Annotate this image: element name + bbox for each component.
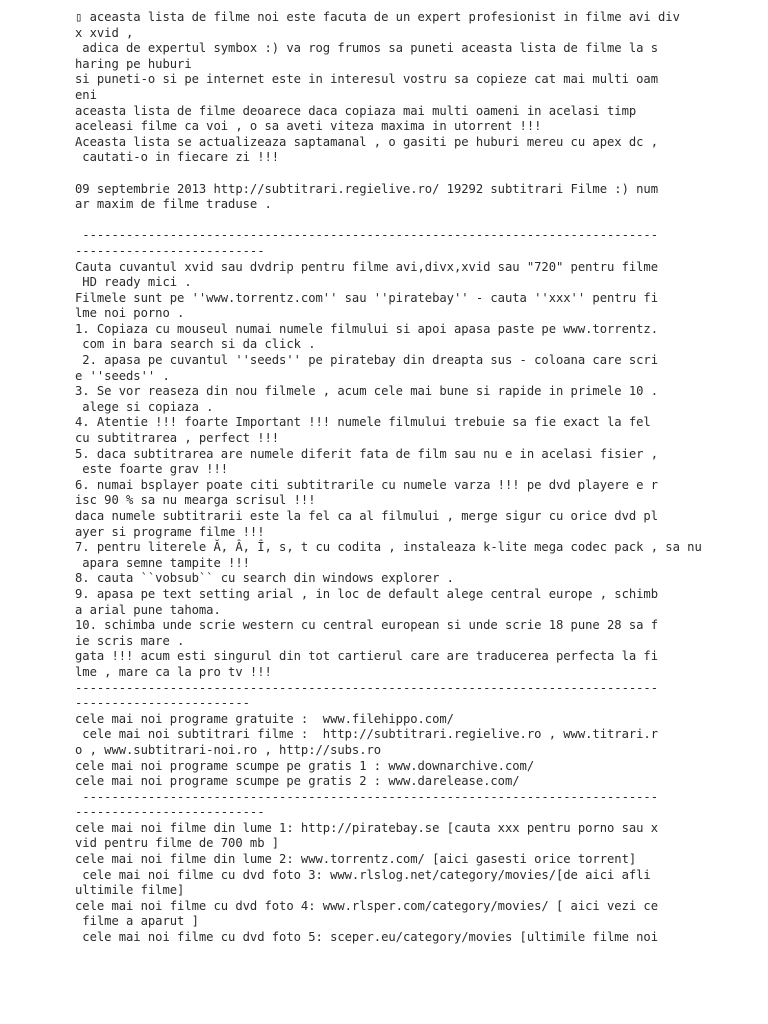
- text-line: 4. Atentie !!! foarte Important !!! numele filmului trebuie sa fie exact la fel: [75, 415, 651, 430]
- text-line: cautati-o in fiecare zi !!!: [75, 150, 280, 165]
- text-line: cele mai noi programe scumpe pe gratis 1 : www.downarchive.com/: [75, 758, 535, 773]
- text-line: ie scris mare .: [75, 633, 185, 648]
- text-line: --------------------------------------------------------------------------------: [75, 680, 659, 695]
- text-line: 09 septembrie 2013 http://subtitrari.regielive.ro/ 19292 subtitrari Filme :) num: [75, 181, 659, 196]
- text-line: o , www.subtitrari-noi.ro , http://subs.ro: [75, 742, 382, 757]
- text-line: e ''seeds'' .: [75, 368, 170, 383]
- text-line: cele mai noi subtitrari filme : http://subtitrari.regielive.ro , www.titrari.r: [75, 727, 659, 742]
- text-line: este foarte grav !!!: [75, 462, 229, 477]
- text-line: 10. schimba unde scrie western cu central european si unde scrie 18 pune 28 sa f: [75, 618, 659, 633]
- text-line: ultimile filme]: [75, 883, 185, 898]
- text-line: gata !!! acum esti singurul din tot cartierul care are traducerea perfecta la fi: [75, 649, 659, 664]
- text-line: cu subtitrarea , perfect !!!: [75, 431, 280, 446]
- text-line: 6. numai bsplayer poate citi subtitrarile cu numele varza !!! pe dvd playere e r: [75, 477, 659, 492]
- text-line: si puneti-o si pe internet este in interesul vostru sa copieze cat mai multi oam: [75, 72, 659, 87]
- text-line: filme a aparut ]: [75, 914, 199, 929]
- text-line: cele mai noi filme din lume 2: www.torrentz.com/ [aici gasesti orice torrent]: [75, 852, 637, 867]
- text-line: isc 90 % sa nu mearga scrisul !!!: [75, 493, 316, 508]
- text-line: 2. apasa pe cuvantul ''seeds'' pe piratebay din dreapta sus - coloana care scri: [75, 353, 659, 368]
- text-line: 1. Copiaza cu mouseul numai numele filmului si apoi apasa paste pe www.torrentz.: [75, 321, 659, 336]
- text-line: cele mai noi filme cu dvd foto 5: sceper.eu/category/movies [ultimile filme noi: [75, 930, 659, 945]
- text-line: cele mai noi filme din lume 1: http://piratebay.se [cauta xxx pentru porno sau x: [75, 820, 659, 835]
- text-line: ------------------------: [75, 696, 250, 711]
- text-line: a arial pune tahoma.: [75, 602, 221, 617]
- text-line: [75, 166, 768, 182]
- text-line: ayer si programe filme !!!: [75, 524, 265, 539]
- text-line: cele mai noi programe gratuite : www.filehippo.com/: [75, 711, 454, 726]
- text-line: haring pe huburi: [75, 56, 192, 71]
- text-line: cele mai noi filme cu dvd foto 3: www.rlslog.net/category/movies/[de aici afli: [75, 867, 651, 882]
- text-line: 3. Se vor reaseza din nou filmele , acum cele mai bune si rapide in primele 10 .: [75, 384, 659, 399]
- text-line: adica de expertul symbox :) va rog frumos sa puneti aceasta lista de filme la s: [75, 41, 659, 56]
- text-line: com in bara search si da click .: [75, 337, 316, 352]
- text-line: apara semne tampite !!!: [75, 555, 250, 570]
- text-line: 8. cauta ``vobsub`` cu search din windows explorer .: [75, 571, 454, 586]
- text-line: x xvid ,: [75, 25, 134, 40]
- text-line: lme noi porno .: [75, 306, 185, 321]
- text-line: Aceasta lista se actualizeaza saptamanal , o gasiti pe huburi mereu cu apex dc ,: [75, 134, 659, 149]
- text-line: daca numele subtitrarii este la fel ca al filmului , merge sigur cu orice dvd pl: [75, 509, 659, 523]
- text-line: 7. pentru literele Ă, Â, Î, s, t cu codita , instaleaza k-lite mega codec pack , sa nu: [75, 540, 702, 555]
- text-line: ar maxim de filme traduse .: [75, 197, 272, 212]
- text-line: aceleasi filme ca voi , o sa aveti viteza maxima in utorrent !!!: [75, 119, 542, 134]
- text-line: vid pentru filme de 700 mb ]: [75, 836, 280, 851]
- text-line: --------------------------: [75, 243, 265, 258]
- text-line: [75, 213, 768, 229]
- text-line: 5. daca subtitrarea are numele diferit fata de film sau nu e in acelasi fisier ,: [75, 446, 659, 461]
- text-line: --------------------------: [75, 805, 265, 820]
- text-line: Filmele sunt pe ''www.torrentz.com'' sau ''piratebay'' - cauta ''xxx'' pentru fi: [75, 290, 659, 305]
- text-line: alege si copiaza .: [75, 399, 214, 414]
- text-line: HD ready mici .: [75, 275, 192, 290]
- text-line: -------------------------------------------------------------------------------: [75, 228, 659, 243]
- text-line: Cauta cuvantul xvid sau dvdrip pentru filme avi,divx,xvid sau "720" pentru filme: [75, 259, 659, 274]
- text-line: 9. apasa pe text setting arial , in loc de default alege central europe , schimb: [75, 586, 659, 601]
- document-page: [75, 10, 768, 1024]
- text-line: cele mai noi filme cu dvd foto 4: www.rlsper.com/category/movies/ [ aici vezi ce: [75, 898, 659, 913]
- text-line: aceasta lista de filme deoarece daca copiaza mai multi oameni in acelasi timp: [75, 103, 637, 118]
- text-line: ▯ aceasta lista de filme noi este facuta de un expert profesionist in filme avi div: [75, 10, 680, 24]
- text-line: cele mai noi programe scumpe pe gratis 2 : www.darelease.com/: [75, 774, 520, 789]
- text-line: -------------------------------------------------------------------------------: [75, 789, 659, 804]
- text-line: lme , mare ca la pro tv !!!: [75, 664, 272, 679]
- text-line: eni: [75, 87, 97, 102]
